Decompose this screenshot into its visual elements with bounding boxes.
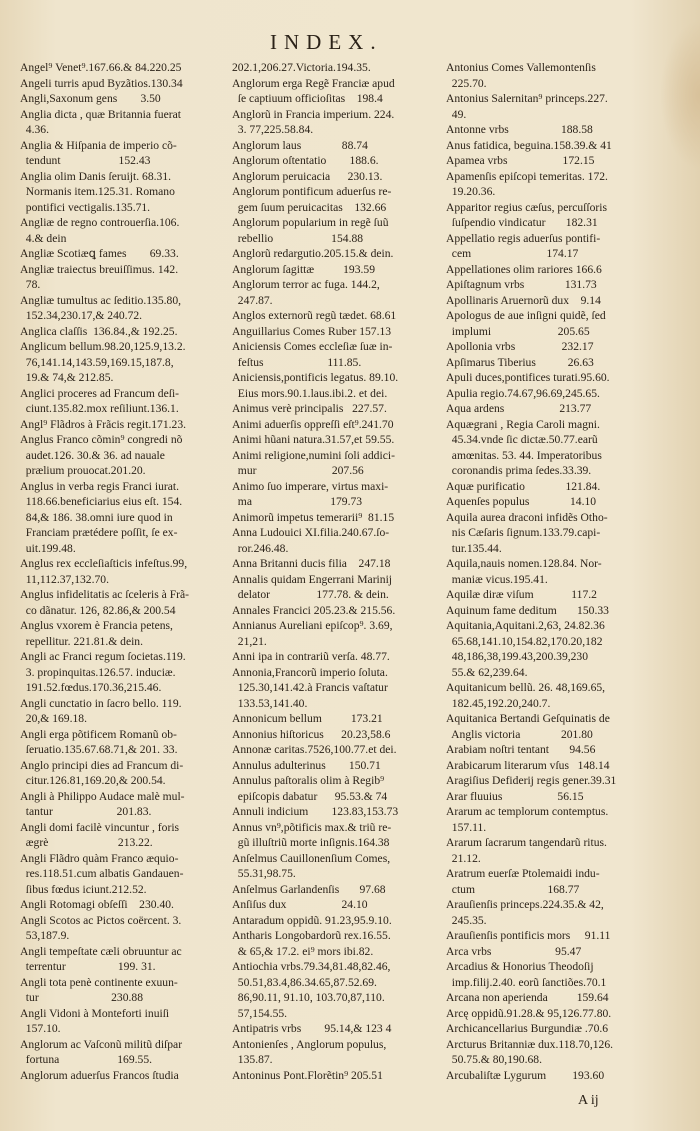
index-entry: Arcturus Britanniæ dux.118.70,126. (446, 1037, 614, 1051)
index-entry: Annonæ caritas.7526,100.77.et dei. (232, 743, 397, 756)
index-entry: Anglicum bellum.98.20,125.9,13.2. (20, 340, 186, 353)
index-entry: 21.12. (446, 851, 481, 865)
index-entry: ſe captiuum officioſitas 198.4 (232, 92, 383, 105)
index-entry: 4.& dein (20, 231, 67, 245)
index-entry: Angli Rotomagi obſeſſi 230.40. (20, 898, 174, 911)
index-entry: Anglia & Hiſpania de imperio cõ- (20, 138, 177, 152)
index-entry: 11,112.37,132.70. (20, 572, 109, 586)
index-entry: Anſiſus dux 24.10 (232, 898, 368, 911)
index-entry: Anglorum aduerſus Francos ſtudia (20, 1068, 179, 1082)
index-entry: Arcadius & Honorius Theodoſij (446, 960, 594, 973)
index-entry: 157.11. (446, 820, 487, 834)
index-entry: tur 230.88 (20, 991, 144, 1004)
index-entry: Angliæ de regno controuerſia.106. (20, 216, 180, 229)
index-entry: Angli tempeſtate cæli obruuntur ac (20, 944, 182, 958)
index-entry: Apollinaris Aruernorũ dux 9.14 (446, 293, 601, 307)
index-entry: 191.52.fœdus.170.36,215.46. (20, 681, 162, 694)
index-entry: ror.246.48. (232, 541, 289, 555)
index-entry: Antiochia vrbs.79.34,81.48,82.46, (232, 960, 391, 973)
index-entry: 48,186,38,199.43,200.39,230 (446, 650, 589, 663)
index-entry: tendunt 152.43 (20, 154, 151, 167)
index-entry: Annales Francici 205.23.& 215.56. (232, 603, 396, 617)
index-entry: Anglorum erga Regẽ Franciæ apud (232, 76, 395, 90)
index-entry: Antaradum oppidũ. 91.23,95.9.10. (232, 913, 392, 927)
index-entry: Antonius Comes Vallemontenſis (446, 61, 596, 74)
index-entry: Eius mors.90.1.laus.ibi.2. et dei. (232, 386, 388, 400)
index-entry: 57,154.55. (232, 1006, 288, 1020)
index-entry: Anglus vxorem è Francia petens, (20, 619, 173, 632)
index-entry: Anglorum terror ac fuga. 144.2, (232, 278, 380, 291)
index-entry: Anglorũ in Francia imperium. 224. (232, 107, 395, 121)
index-entry: imp.filij.2.40. eorũ ſanctiões.70.1 (446, 975, 607, 989)
index-entry: Anglici proceres ad Francum deſi- (20, 386, 180, 400)
index-entry: Anni ipa in contrariũ verſa. 48.77. (232, 650, 390, 663)
index-entry: Arabicarum literarum vſus 148.14 (446, 758, 610, 772)
index-entry: Animus verè principalis 227.57. (232, 402, 387, 415)
index-entry: Angliæ traiectus breuiſſimus. 142. (20, 262, 179, 276)
index-entry: Appellationes olim rariores 166.6 (446, 262, 602, 276)
index-entry: ma 179.73 (232, 495, 363, 508)
index-entry: Arauſienſis princeps.224.35.& 42, (446, 898, 604, 911)
index-entry: Arcana non aperienda 159.64 (446, 991, 609, 1004)
index-entry: Anglorum peruicacia 230.13. (232, 169, 383, 183)
index-entry: coronandis prima ſedes.33.39. (446, 464, 592, 477)
index-entry: 3. propinquitas.126.57. induciæ. (20, 665, 176, 679)
index-entry: rebellio 154.88 (232, 231, 364, 245)
index-column-1 (20, 60, 220, 1083)
index-entry: cem 174.17 (446, 247, 579, 260)
index-entry: Aqua ardens 213.77 (446, 402, 592, 415)
index-entry: Apulia regio.74.67,96.69,245.65. (446, 386, 600, 400)
index-entry: 202.1,206.27.Victoria.194.35. (232, 61, 371, 74)
index-entry: 3. 77,225.58.84. (232, 123, 314, 136)
index-entry: Anglorum oſtentatio 188.6. (232, 154, 379, 167)
index-entry: Apuli duces,pontifices turati.95.60. (446, 371, 610, 384)
index-entry: res.118.51.cum albatis Gandauen- (20, 867, 184, 880)
index-entry: Apamenſis epiſcopi temeritas. 172. (446, 169, 608, 183)
index-entry: 65.68,141.10,154.82,170.20,182 (446, 634, 603, 648)
index-entry: delator 177.78. & dein. (232, 588, 389, 601)
index-entry: 225.70. (446, 76, 487, 90)
index-entry: terrentur 199. 31. (20, 960, 156, 973)
index-entry: 53,187.9. (20, 929, 70, 942)
index-entry: Annalis quidam Engerrani Marinij (232, 572, 393, 586)
index-entry: gũ illuſtriũ morte inſignis.164.38 (232, 836, 390, 849)
index-column-3 (446, 60, 671, 1083)
index-entry: tantur 201.83. (20, 805, 152, 818)
index-entry: Angl⁹ Flãdros à Frãcis regit.171.23. (20, 417, 187, 431)
index-entry: Normanis item.125.31. Romano (20, 185, 175, 198)
index-entry: 135.87. (232, 1053, 273, 1066)
index-entry: Aniciensis Comes eccleſiæ ſuæ in- (232, 340, 393, 353)
index-entry: epiſcopis dabatur 95.53.& 74 (232, 789, 388, 803)
index-entry: Anglorum ac Vaſconũ militũ diſpar (20, 1037, 183, 1051)
signature-mark: A ij (578, 1093, 599, 1108)
index-entry: Angli Flãdro quàm Franco æquio- (20, 851, 179, 865)
index-entry: Archicancellarius Burgundiæ .70.6 (446, 1022, 609, 1035)
index-entry: Angli cunctatio in ſacro bello. 119. (20, 696, 182, 710)
index-entry: amœnitas. 53. 44. Imperatoribus (446, 448, 602, 462)
index-entry: 50.51,83.4,86.34.65,87.52.69. (232, 975, 377, 989)
index-entry: Angli domi facilè vincuntur , foris (20, 820, 180, 834)
index-entry: Anglo principi dies ad Francum di- (20, 758, 184, 772)
index-entry: Angli Vidoni à Monteforti inuiſi (20, 1006, 170, 1020)
index-entry: Ararum ac templorum contemptus. (446, 805, 609, 818)
index-entry: Arauſienſis pontificis mors 91.11 (446, 929, 611, 942)
index-entry: Annuli indicium 123.83,153.73 (232, 805, 399, 818)
index-entry: Aquila aurea draconi infidẽs Otho- (446, 510, 608, 524)
index-entry: Anglus rex eccleſiaſticis infeſtus.99, (20, 557, 188, 570)
index-entry: 21,21. (232, 634, 267, 648)
index-entry: Annonia,Francorũ imperio ſoluta. (232, 665, 388, 679)
index-entry: 45.34.vnde ſic dictæ.50.77.earũ (446, 433, 598, 446)
index-entry: Arcubaliſtæ Lygurum 193.60 (446, 1068, 605, 1082)
index-entry: maniæ vicus.195.41. (446, 572, 548, 586)
index-entry: Antipatris vrbs 95.14,& 123 4 (232, 1022, 392, 1035)
index-entry: Aquitanicum bellũ. 26. 48,169.65, (446, 681, 606, 694)
index-entry: Animi religione,numini ſoli addici- (232, 448, 395, 462)
index-entry: Appellatio regis aduerſus pontifi- (446, 231, 601, 245)
index-entry: Anglorum ſagittæ 193.59 (232, 262, 375, 276)
index-entry: Aragiſius Defiderij regis gener.39.31 (446, 774, 617, 787)
index-entry: 78. (20, 278, 41, 291)
index-entry: audet.126. 30.& 36. ad nauale (20, 448, 165, 462)
index-entry: Angeli turris apud Byzãtios.130.34 (20, 76, 183, 90)
index-entry: Animi hũani natura.31.57,et 59.55. (232, 433, 395, 446)
index-entry: Antonius Salernitan⁹ princeps.227. (446, 92, 608, 105)
index-column-2 (232, 60, 432, 1083)
index-entry: 50.75.& 80,190.68. (446, 1053, 542, 1066)
index-entry: 86,90.11, 91.10, 103.70,87,110. (232, 991, 385, 1004)
index-entry: uit.199.48. (20, 541, 76, 555)
index-entry: Aquilæ diræ viſum 117.2 (446, 588, 597, 601)
index-entry: Aratrum euerſæ Ptolemaidi indu- (446, 867, 600, 880)
index-entry: Anglica claſſis 136.84.,& 192.25. (20, 324, 178, 338)
index-entry: 19.20.36. (446, 185, 496, 198)
index-entry: Anus fatidica, beguina.158.39.& 41 (446, 138, 612, 152)
index-entry: ciunt.135.82.mox reſiliunt.136.1. (20, 402, 179, 415)
index-entry: Apiſtagnum vrbs 131.73 (446, 278, 597, 291)
index-entry: Annus vn⁹,põtificis max.& triũ re- (232, 820, 392, 834)
index-entry: Annonius hiſtoricus 20.23,58.6 (232, 727, 391, 741)
index-entry: Anglorũ redargutio.205.15.& dein. (232, 247, 394, 260)
index-entry: citur.126.81,169.20,& 200.54. (20, 774, 166, 787)
index-entry: Anglorum pontificum aduerſus re- (232, 185, 392, 198)
index-entry: Anglorum popularium in regẽ ſuũ (232, 216, 389, 229)
index-entry: Antonienſes , Anglorum populus, (232, 1037, 387, 1051)
index-entry: Aquitanica Bertandi Geſquinatis de (446, 712, 610, 725)
index-entry: Anna Britanni ducis filia 247.18 (232, 557, 391, 570)
index-entry: Apſimarus Tiberius 26.63 (446, 355, 594, 369)
index-entry: Angli,Saxonum gens 3.50 (20, 92, 161, 105)
index-entry: 19.& 74,& 212.85. (20, 371, 114, 384)
index-entry: 245.35. (446, 913, 487, 927)
index-entry: nis Cæſaris ſignum.133.79.capi- (446, 526, 601, 539)
index-entry: 247.87. (232, 293, 273, 307)
index-entry: 118.66.beneficiarius eius eſt. 154. (20, 495, 183, 508)
index-entry: 84,& 186. 38.omni iure quod in (20, 510, 173, 524)
index-entry: mur 207.56 (232, 464, 364, 477)
index-entry: prælium prouocat.201.20. (20, 464, 146, 477)
index-entry: Annianus Aureliani epiſcop⁹. 3.69, (232, 619, 393, 632)
index-entry: Aquila,nauis nomen.128.84. Nor- (446, 557, 602, 570)
index-entry: Angli Scotos ac Pictos coërcent. 3. (20, 913, 182, 927)
index-entry: 157.10. (20, 1022, 61, 1035)
index-entry: pontifici vectigalis.135.71. (20, 200, 151, 214)
index-entry: repellitur. 221.81.& dein. (20, 634, 144, 648)
index-entry: Anglorum laus 88.74 (232, 138, 368, 152)
index-entry: 20,& 169.18. (20, 712, 87, 725)
index-entry: 125.30,141.42.à Francis vaſtatur (232, 681, 388, 694)
index-entry: Angel⁹ Venet⁹.167.66.& 84.220.25 (20, 61, 182, 74)
index-entry: 76,141.14,143.59,169.15,187.8, (20, 355, 174, 369)
index-entry: ſuſpendio vindicatur 182.31 (446, 216, 598, 229)
index-entry: Aniciensis,pontificis legatus. 89.10. (232, 371, 399, 384)
index-entry: Antonne vrbs 188.58 (446, 123, 593, 136)
index-entry: Animi aduerſis oppreſſi eſt⁹.241.70 (232, 417, 394, 431)
index-entry: 4.36. (20, 123, 49, 136)
index-entry: Anglia olim Danis ſeruijt. 68.31. (20, 169, 172, 183)
index-entry: 182.45,192.20,240.7. (446, 696, 551, 710)
index-entry: 133.53,141.40. (232, 696, 308, 710)
index-entry: Arca vrbs 95.47 (446, 944, 582, 958)
index-entry: Anglis victoria 201.80 (446, 727, 593, 741)
index-entry: Antharis Longobardorũ rex.16.55. (232, 929, 391, 942)
index-entry: Antoninus Pont.Florẽtin⁹ 205.51 (232, 1068, 383, 1082)
index-entry: tur.135.44. (446, 541, 502, 555)
index-entry: Apparitor regius cæſus, percuſſoris (446, 200, 607, 214)
index-entry: Anglus in verba regis Franci iurat. (20, 479, 180, 493)
index-entry: Angli erga põtificem Romanũ ob- (20, 727, 177, 741)
index-entry: Annulus adulterinus 150.71 (232, 758, 381, 772)
index-entry: Angli à Philippo Audace malè mul- (20, 789, 185, 803)
index-entry: Anglia dicta , quæ Britannia fuerat (20, 107, 181, 121)
index-entry: Anna Ludouici XI.filia.240.67.ſo- (232, 526, 390, 539)
index-entry: Aquæ purificatio 121.84. (446, 479, 601, 493)
index-entry: Apollonia vrbs 232.17 (446, 340, 594, 353)
page-title: INDEX. (270, 30, 383, 54)
index-entry: 55.31,98.75. (232, 867, 296, 880)
index-entry: Animo ſuo imperare, virtus maxi- (232, 479, 389, 493)
index-entry: Arabiam noſtri tentant 94.56 (446, 743, 596, 756)
index-entry: Anglos externorũ regũ tædet. 68.61 (232, 309, 397, 322)
index-entry: 49. (446, 107, 467, 121)
index-entry: Aquinum fame deditum 150.33 (446, 603, 609, 617)
index-entry: Ararum ſacrarum tangendarũ ritus. (446, 836, 607, 849)
index-entry: Annonicum bellum 173.21 (232, 712, 383, 725)
index-entry: Aquægrani , Regia Caroli magni. (446, 417, 600, 431)
index-entry: implumi 205.65 (446, 324, 590, 338)
index-entry: ſibus fœdus iciunt.212.52. (20, 882, 147, 896)
index-entry: Anſelmus Garlandenſis 97.68 (232, 882, 386, 896)
index-entry: ægrè 213.22. (20, 836, 153, 849)
index-entry: Annulus paſtoralis olim à Regib⁹ (232, 774, 385, 787)
index-entry: gem ſuum peruicacitas 132.66 (232, 200, 387, 214)
index-entry: Apamea vrbs 172.15 (446, 154, 595, 167)
index-entry: feſtus 111.85. (232, 355, 362, 369)
index-entry: ctum 168.77 (446, 882, 580, 896)
index-entry: & 65,& 17.2. ei⁹ mors ibi.82. (232, 944, 374, 958)
index-entry: Apologus de aue inſigni quidẽ, ſed (446, 309, 606, 322)
index-entry: co dãnatur. 126, 82.86,& 200.54 (20, 603, 176, 617)
index-entry: fortuna 169.55. (20, 1053, 153, 1066)
index-entry: Franciam prætédere poſſit, ſe ex- (20, 526, 178, 539)
index-entry: 55.& 62,239.64. (446, 665, 528, 679)
index-entry: Anguillarius Comes Ruber 157.13 (232, 324, 392, 338)
index-entry: Angliæ tumultus ac ſeditio.135.80, (20, 293, 182, 307)
index-entry: Angli tota penè continente exuun- (20, 975, 178, 989)
index-entry: Anſelmus Cauillonenſium Comes, (232, 851, 391, 865)
index-entry: Arcę oppidũ.91.28.& 95,126.77.80. (446, 1006, 612, 1020)
index-entry: Arar fluuius 56.15 (446, 789, 584, 803)
index-entry: 152.34,230.17,& 240.72. (20, 309, 143, 322)
index-entry: Anglus Franco cõmin⁹ congredi nõ (20, 433, 183, 446)
index-entry: ſeruatio.135.67.68.71,& 201. 33. (20, 743, 178, 756)
index-entry: Animorũ impetus temerarii⁹ 81.15 (232, 510, 395, 524)
index-entry: Angliæ Scotiæꝗ fames 69.33. (20, 247, 179, 260)
index-entry: Angli ac Franci regum ſocietas.119. (20, 650, 186, 663)
index-entry: Aquitania,Aquitani.2,63, 24.82.36 (446, 619, 605, 632)
index-entry: Aquenſes populus 14.10 (446, 495, 597, 508)
index-entry: Anglus infidelitatis ac ſceleris à Frã- (20, 588, 190, 601)
